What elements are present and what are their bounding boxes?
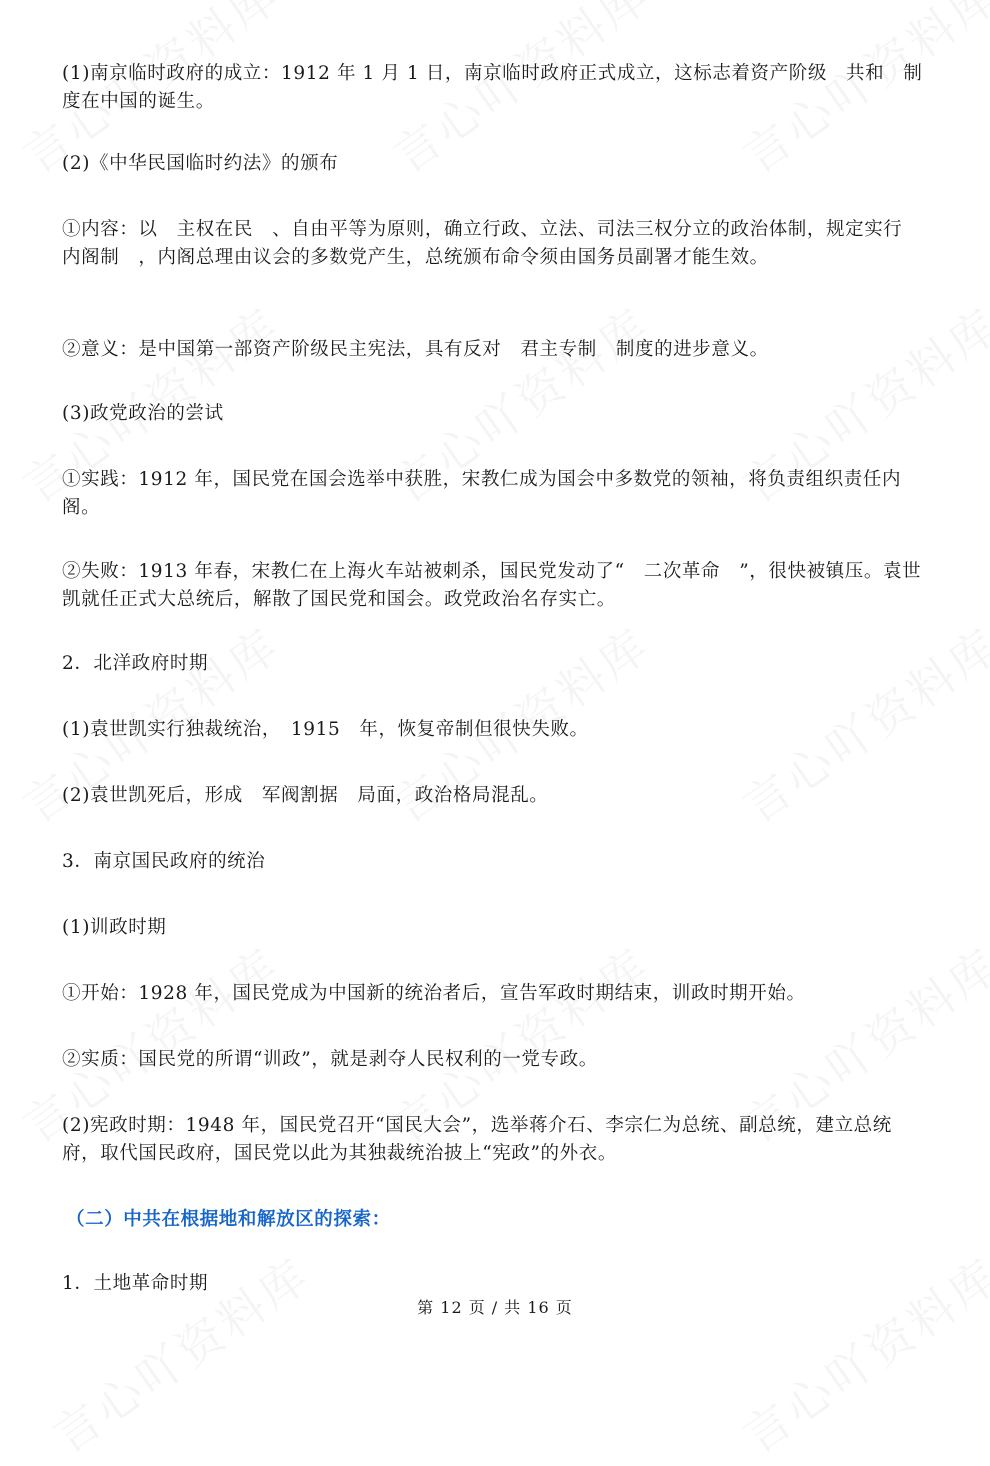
paragraph-nanjing-provisional-government: (1)南京临时政府的成立：1912 年 1 月 1 日，南京临时政府正式成立，这标志着资产阶级 共和 制度在中国的诞生。	[62, 63, 923, 112]
paragraph-party-failure: ②失败：1913 年春，宋教仁在上海火车站被刺杀，国民党发动了“ 二次革命 ”，很快被镇压。袁世凯就任正式大总统后，解散了国民党和国会。政党政治名存实亡。	[62, 561, 922, 610]
paragraph-yuan-dictatorship: (1)袁世凯实行独裁统治， 1915 年，恢复帝制但很快失败。	[62, 719, 589, 740]
paragraph-constitution-content: ①内容：以 主权在民 、自由平等为原则，确立行政、立法、司法三权分立的政治体制，规定实行 内阁制 ，内阁总理由议会的多数党产生，总统颁布命令须由国务员副署才能生效。	[62, 219, 922, 268]
heading-nanjing-national-government: 3．南京国民政府的统治	[62, 851, 266, 872]
section-heading-ccp-exploration: （二）中共在根据地和解放区的探索：	[66, 1209, 391, 1230]
heading-party-politics: (3)政党政治的尝试	[62, 403, 224, 424]
heading-tutelage-period: (1)训政时期	[62, 917, 167, 938]
heading-beiyang-government: 2．北洋政府时期	[62, 653, 209, 674]
paragraph-constitutional-period: (2)宪政时期：1948 年，国民党召开“国民大会”，选举蒋介石、李宗仁为总统、副总统，建立总统府，取代国民政府，国民党以此为其独裁统治披上“宪政”的外衣。	[62, 1115, 892, 1164]
heading-provisional-constitution: (2)《中华民国临时约法》的颁布	[62, 153, 339, 174]
paragraph-constitution-significance: ②意义：是中国第一部资产阶级民主宪法，具有反对 君主专制 制度的进步意义。	[62, 339, 769, 360]
paragraph-warlord-separatism: (2)袁世凯死后，形成 军阀割据 局面，政治格局混乱。	[62, 785, 549, 806]
heading-land-revolution-period: 1．土地革命时期	[62, 1273, 209, 1294]
paragraph-tutelage-essence: ②实质：国民党的所谓“训政”，就是剥夺人民权利的一党专政。	[62, 1049, 598, 1070]
paragraph-party-practice: ①实践：1912 年，国民党在国会选举中获胜，宋教仁成为国会中多数党的领袖，将负责组织责任内阁。	[62, 469, 902, 518]
page-number-footer: 第 12 页 / 共 16 页	[417, 1298, 573, 1317]
paragraph-tutelage-start: ①开始：1928 年，国民党成为中国新的统治者后，宣告军政时期结束，训政时期开始。	[62, 983, 806, 1004]
